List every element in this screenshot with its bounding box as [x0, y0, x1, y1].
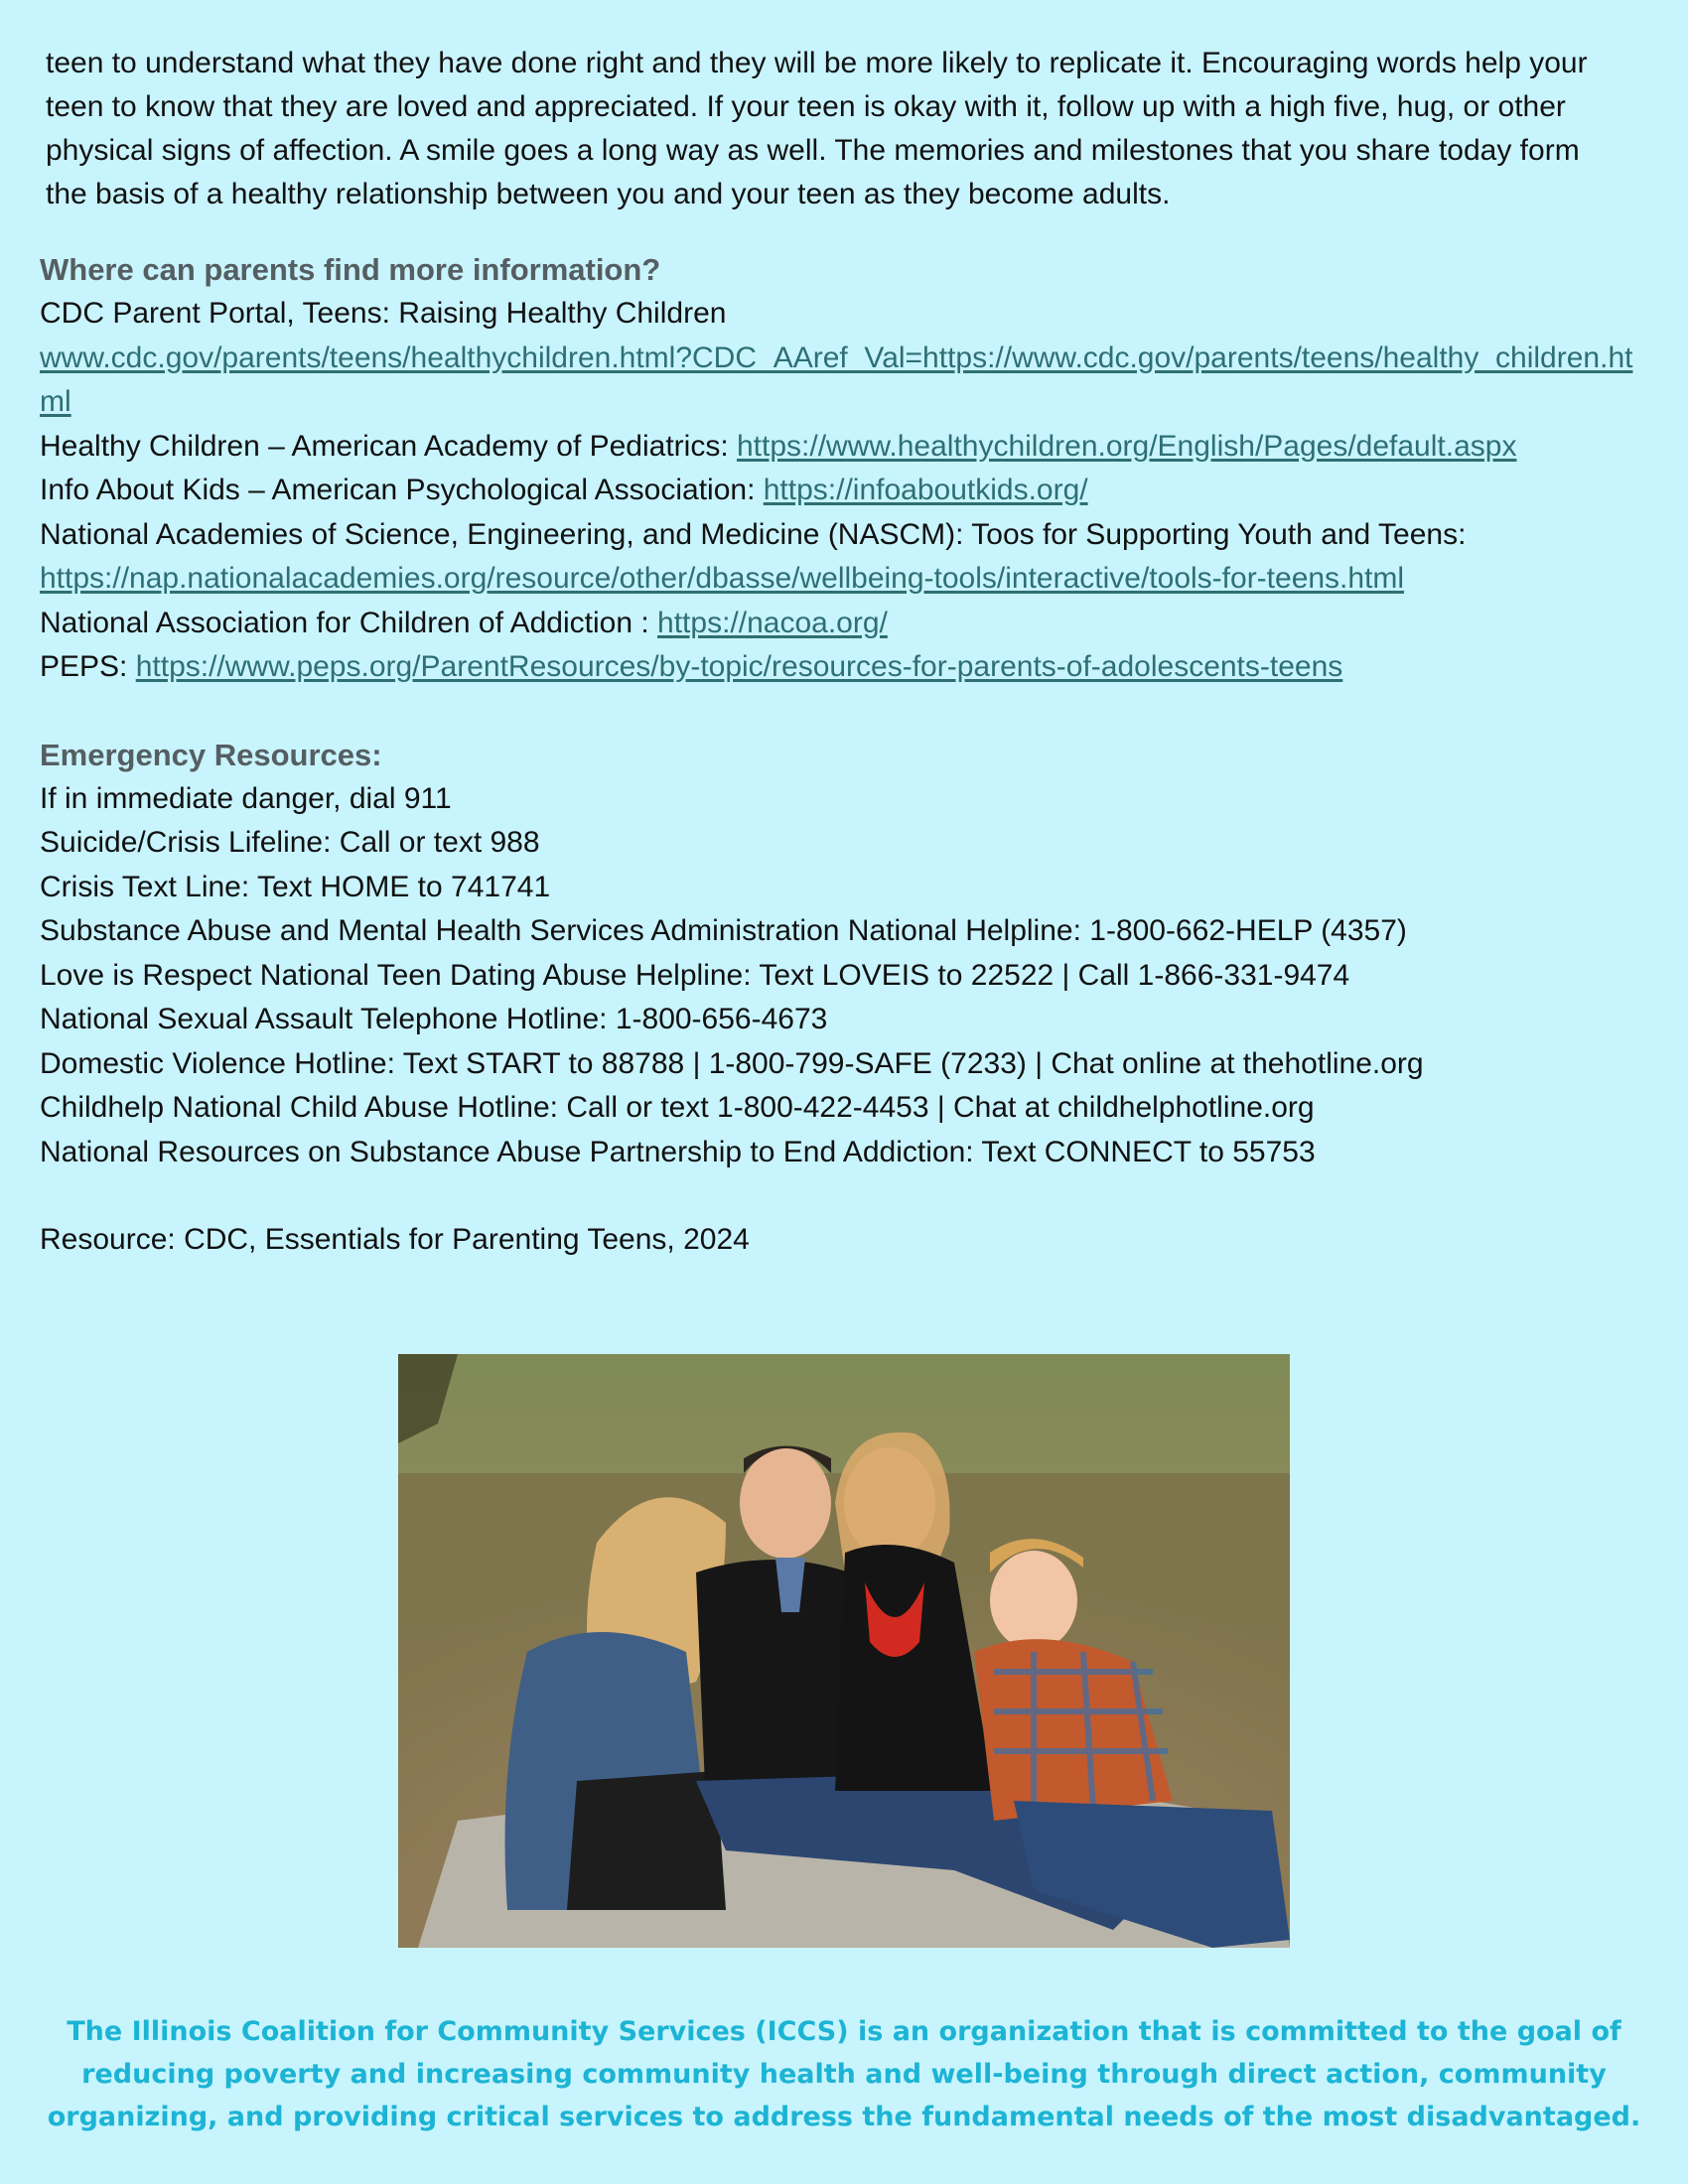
cdc-resource-title: CDC Parent Portal, Teens: Raising Healthy Children	[40, 297, 727, 330]
apa-label: Info About Kids – American Psychological Association:	[40, 474, 764, 506]
nascm-link[interactable]: https://nap.nationalacademies.org/resource/other/dbasse/wellbeing-tools/interactive/tools-for-teens.html	[40, 562, 1405, 595]
emergency-item: If in immediate danger, dial 911	[40, 781, 452, 815]
apa-resource	[40, 469, 1648, 513]
aap-resource	[40, 425, 1648, 470]
nacoa-resource	[40, 602, 1648, 646]
peps-link[interactable]: https://www.peps.org/ParentResources/by-topic/resources-for-parents-of-adolescents-teens	[135, 650, 1343, 683]
apa-link[interactable]: https://infoaboutkids.org/	[763, 474, 1088, 506]
peps-label: PEPS:	[40, 650, 136, 683]
aap-label: Healthy Children – American Academy of Pediatrics:	[40, 429, 737, 463]
emergency-item: Childhelp National Child Abuse Hotline: Call or text 1-800-422-4453 | Chat at childhelphotline.org	[40, 1091, 1315, 1124]
emergency-item: National Sexual Assault Telephone Hotline: 1-800-656-4673	[40, 1003, 828, 1035]
aap-link[interactable]: https://www.healthychildren.org/English/Pages/default.aspx	[737, 429, 1517, 463]
document-body	[40, 42, 1648, 1263]
emergency-heading: Emergency Resources:	[40, 737, 382, 772]
emergency-item: Suicide/Crisis Lifeline: Call or text 988	[40, 826, 540, 859]
nacoa-link[interactable]: https://nacoa.org/	[657, 606, 888, 639]
organization-footer: The Illinois Coalition for Community Services (ICCS) is an organization that is committed to the goal of reducing poverty and increasing community health and well-being through direct action, community organizing, and providing critical services to address the fundamental needs of the most disadvantaged.	[47, 2016, 1641, 2132]
emergency-item: Love is Respect National Teen Dating Abuse Helpline: Text LOVEIS to 22522 | Call 1-866-331-9474	[40, 958, 1350, 992]
nacoa-label: National Association for Children of Addiction :	[40, 606, 658, 639]
intro-paragraph: teen to understand what they have done right and they will be more likely to replicate it. Encouraging words help your teen to know that they are loved and appreciated. If your teen is okay with it, follow up with a high five, hug, or other physical signs of affection. A smile goes a long way as well. The memories and milestones that you share today form the basis of a healthy relationship between you and your teen as they become adults.	[46, 47, 1588, 210]
spacer	[40, 1174, 1648, 1218]
peps-resource	[40, 645, 1648, 690]
emergency-item: Crisis Text Line: Text HOME to 741741	[40, 870, 551, 903]
nascm-resource-title: National Academies of Science, Engineering, and Medicine (NASCM): Toos for Supporting Youth and Teens:	[40, 517, 1467, 551]
info-heading: Where can parents find more information?	[40, 252, 661, 287]
emergency-item: Domestic Violence Hotline: Text START to 88788 | 1-800-799-SAFE (7233) | Chat online at thehotline.org	[40, 1046, 1424, 1080]
family-photo	[398, 1354, 1290, 1948]
source-citation: Resource: CDC, Essentials for Parenting Teens, 2024	[40, 1223, 750, 1256]
emergency-item: Substance Abuse and Mental Health Services Administration National Helpline: 1-800-662-HELP (4357)	[40, 914, 1407, 947]
emergency-item: National Resources on Substance Abuse Partnership to End Addiction: Text CONNECT to 55753	[40, 1135, 1316, 1168]
cdc-resource-link[interactable]: www.cdc.gov/parents/teens/healthychildren.html?CDC_AAref_Val=https://www.cdc.gov/parents/teens/healthy_children.html	[40, 341, 1633, 418]
